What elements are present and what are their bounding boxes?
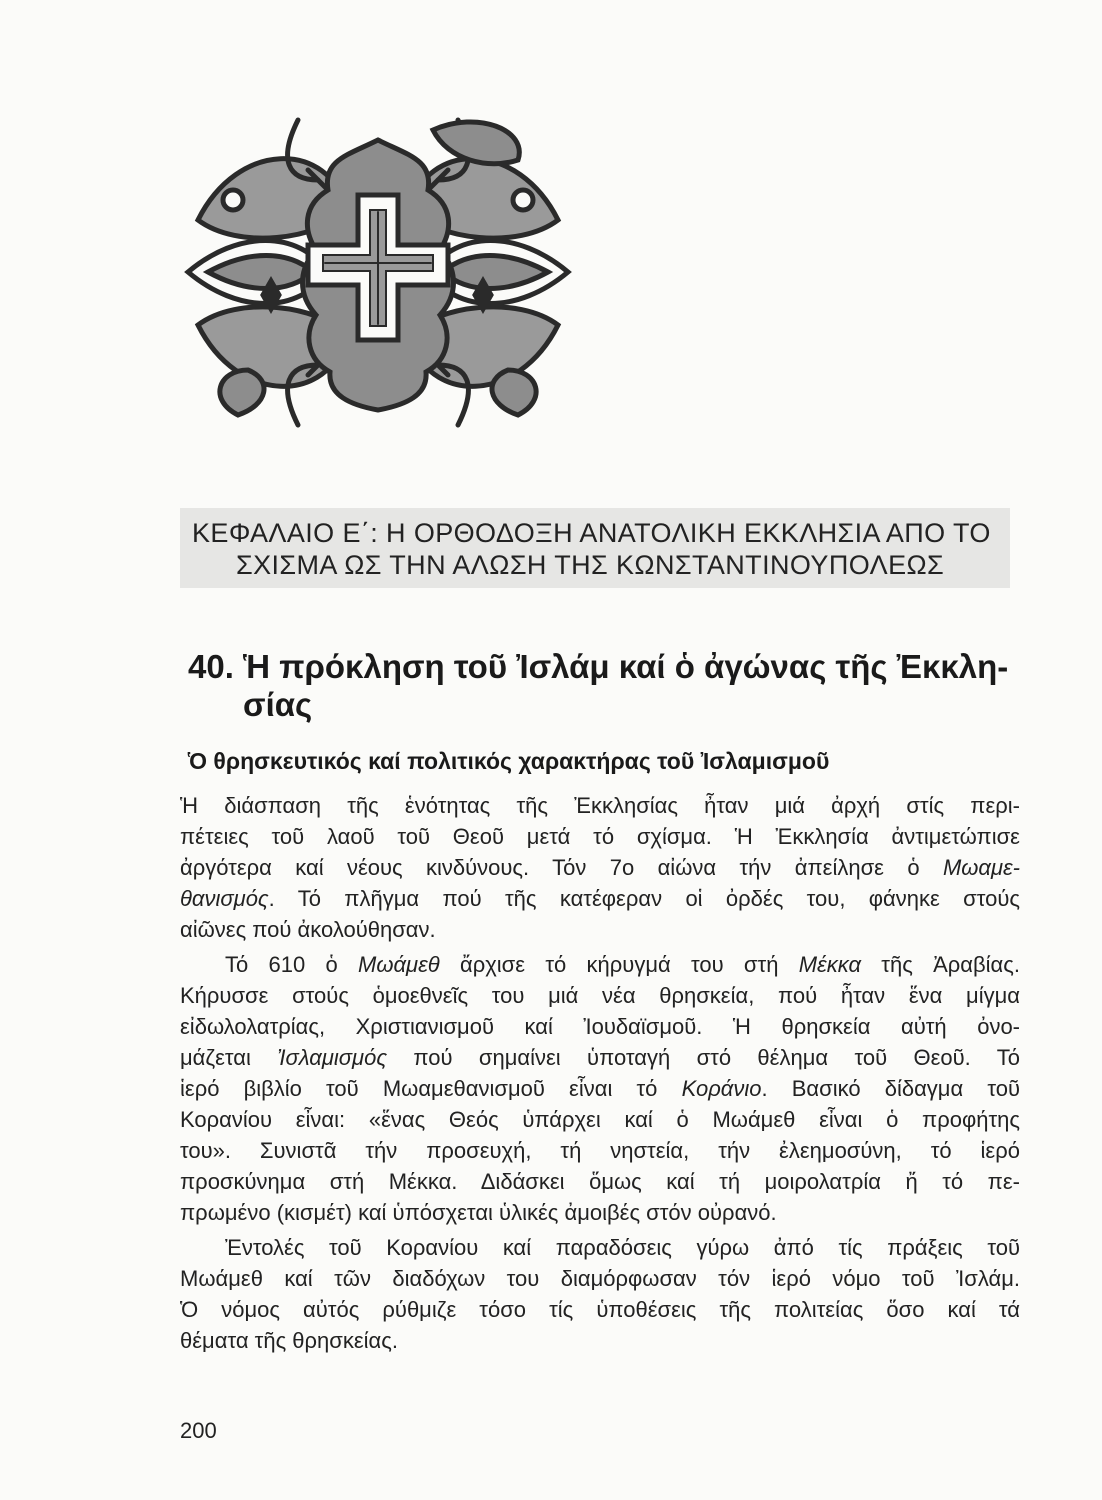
text-run: Μωάμεθ καί τῶν διαδόχων του διαμόρφωσαν τόν ἱερό νόμο τοῦ Ἰσλάμ. <box>180 1266 1020 1291</box>
text-run: πρωμένο (κισμέτ) καί ὑπόσχεται ὑλικές ἀμοιβές στόν οὐρανό. <box>180 1200 777 1225</box>
text-run: Κορανίου εἶναι: «ἕνας Θεός ὑπάρχει καί ὁ Μωάμεθ εἶναι ὁ προφήτης <box>180 1107 1020 1132</box>
body-text <box>180 790 1020 1356</box>
section-number: 40. <box>188 648 234 685</box>
italic-term: θανισμός <box>180 886 269 911</box>
italic-term: Ἰσλαμισμός <box>277 1045 388 1070</box>
paragraph <box>180 1232 1020 1356</box>
text-run: προσκύνημα στή Μέκκα. Διδάσκει ὅμως καί τή μοιρολατρία ἤ τό πε- <box>180 1169 1020 1194</box>
paragraph-line <box>180 790 1020 821</box>
paragraph-line <box>180 883 1020 914</box>
chapter-heading-line-1: ΚΕΦΑΛΑΙΟ Ε΄: Η ΟΡΘΟΔΟΞΗ ΑΝΑΤΟΛΙΚΗ ΕΚΚΛΗΣΙΑ ΑΠΟ ΤΟ <box>192 518 991 548</box>
paragraph-line <box>180 1325 1020 1356</box>
paragraph-line <box>180 1011 1020 1042</box>
text-run: . Τό πλῆγμα πού τῆς κατέφεραν οἱ ὀρδές του, φάνηκε στούς <box>268 886 1020 911</box>
paragraph-line <box>180 1042 1020 1073</box>
text-run: εἰδωλολατρίας, Χριστιανισμοῦ καί Ἰουδαϊσμοῦ. Ἡ θρησκεία αὐτή ὀνο- <box>180 1014 1020 1039</box>
paragraph-line <box>180 821 1020 852</box>
page-number: 200 <box>180 1418 217 1443</box>
paragraph-line <box>180 1263 1020 1294</box>
paragraph-line <box>180 949 1020 980</box>
italic-term: Μωαμε- <box>942 855 1020 880</box>
paragraph-line <box>180 1197 1020 1228</box>
text-run: Κήρυσσε στούς ὁμοεθνεῖς του μιά νέα θρησκεία, πού ἦταν ἕνα μίγμα <box>180 983 1020 1008</box>
text-run: τῆς Ἀραβίας. <box>861 952 1020 977</box>
paragraph-line <box>180 1232 1020 1263</box>
paragraph-line <box>180 1073 1020 1104</box>
paragraph-line <box>180 1294 1020 1325</box>
text-run: πέτειες τοῦ λαοῦ τοῦ Θεοῦ μετά τό σχίσμα. Ἡ Ἐκκλησία ἀντιμετώπισε <box>180 824 1020 849</box>
section-title-line-2: σίας <box>243 686 313 723</box>
chapter-heading-line-2: ΣΧΙΣΜΑ ΩΣ ΤΗΝ ΑΛΩΣΗ ΤΗΣ ΚΩΝΣΤΑΝΤΙΝΟΥΠΟΛΕΩΣ <box>236 550 945 580</box>
text-run: θέματα τῆς θρησκείας. <box>180 1328 398 1353</box>
italic-term: Μωάμεθ <box>358 952 440 977</box>
text-run: . Βασικό δίδαγμα τοῦ <box>761 1076 1020 1101</box>
text-run: Ἐντολές τοῦ Κορανίου καί παραδόσεις γύρω ἀπό τίς πράξεις τοῦ <box>225 1235 1020 1260</box>
text-run: Ἡ διάσπαση τῆς ἑνότητας τῆς Ἐκκλησίας ἦταν μιά ἀρχή στίς περι- <box>180 793 1020 818</box>
text-run: Ὁ νόμος αὐτός ρύθμιζε τόσο τίς ὑποθέσεις τῆς πολιτείας ὅσο καί τά <box>180 1297 1020 1322</box>
section-title-line-1: Ἡ πρόκληση τοῦ Ἰσλάμ καί ὁ ἀγώνας τῆς Ἐκκλη- <box>243 648 1009 685</box>
paragraph-line <box>180 980 1020 1011</box>
text-run: Τό 610 ὁ <box>225 952 359 977</box>
cross-ornament-icon <box>178 100 578 445</box>
text-run: του». Συνιστᾶ τήν προσευχή, τή νηστεία, τήν ἐλεημοσύνη, τό ἱερό <box>180 1138 1020 1163</box>
paragraph-line <box>180 1135 1020 1166</box>
italic-term: Μέκκα <box>798 952 862 977</box>
paragraph-line <box>180 1166 1020 1197</box>
paragraph-line <box>180 1104 1020 1135</box>
paragraph <box>180 949 1020 1228</box>
text-run: ἱερό βιβλίο τοῦ Μωαμεθανισμοῦ εἶναι τό <box>180 1076 682 1101</box>
text-run: αἰῶνες πού ἀκολούθησαν. <box>180 917 436 942</box>
text-run: πού σημαίνει ὑποταγή στό θέλημα τοῦ Θεοῦ. Τό <box>387 1045 1020 1070</box>
text-run: ἄρχισε τό κήρυγμά του στή <box>439 952 799 977</box>
paragraph-line <box>180 852 1020 883</box>
text-run: μάζεται <box>180 1045 278 1070</box>
paragraph-line <box>180 914 1020 945</box>
paragraph <box>180 790 1020 945</box>
subsection-title: Ὁ θρησκευτικός καί πολιτικός χαρακτήρας τοῦ Ἰσλαμισμοῦ <box>188 748 830 774</box>
text-run: ἀργότερα καί νέους κινδύνους. Τόν 7ο αἰώνα τήν ἀπείλησε ὁ <box>180 855 943 880</box>
italic-term: Κοράνιο <box>681 1076 762 1101</box>
section-title <box>188 648 1018 724</box>
